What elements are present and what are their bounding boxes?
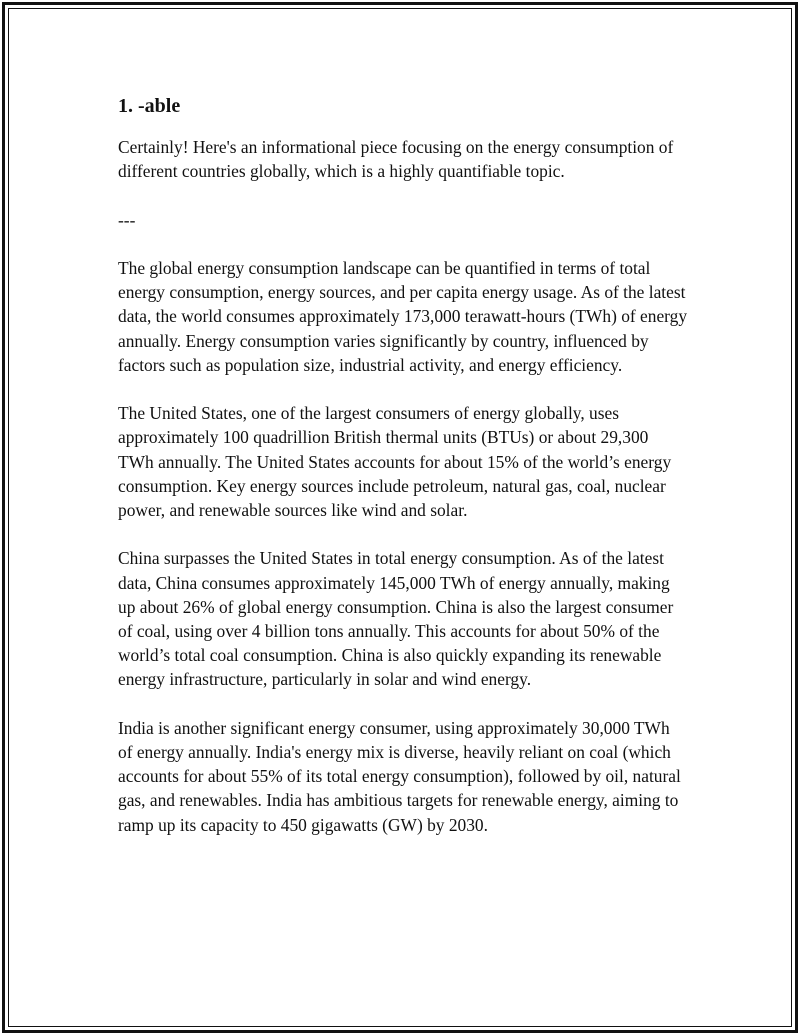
document-body — [118, 94, 692, 861]
china-paragraph: China surpasses the United States in total energy consumption. As of the latest data, China consumes approximately 145,000 TWh of energy annually, making up about 26% of global energy consumption. China is also the largest consumer of coal, using over 4 billion tons annually. This accounts for about 50% of the world’s total coal consumption. China is also quickly expanding its renewable energy infrastructure, particularly in solar and wind energy. — [118, 548, 678, 690]
intro-paragraph: Certainly! Here's an informational piece focusing on the energy consumption of different countries globally, which is a highly quantifiable topic. — [118, 137, 678, 182]
section-heading: 1. -able — [118, 95, 181, 117]
india-paragraph: India is another significant energy consumer, using approximately 30,000 TWh of energy annually. India's energy mix is diverse, heavily reliant on coal (which accounts for about 55% of its total energy consumption), followed by oil, natural gas, and renewables. India has ambitious targets for renewable energy, aiming to ramp up its capacity to 450 gigawatts (GW) by 2030. — [118, 717, 686, 835]
united-states-paragraph: The United States, one of the largest consumers of energy globally, uses approximately 100 quadrillion British thermal units (BTUs) or about 29,300 TWh annually. The United States accounts for about 15% of the world’s energy consumption. Key energy sources include petroleum, natural gas, coal, nuclear power, and renewable sources like wind and solar. — [118, 403, 676, 520]
global-consumption-paragraph: The global energy consumption landscape can be quantified in terms of total energy consumption, energy sources, and per capita energy usage. As of the latest data, the world consumes approximately 173,000 terawatt-hours (TWh) of energy annually. Energy consumption varies significantly by country, influenced by factors such as population size, industrial activity, and energy efficiency. — [118, 257, 692, 375]
separator-text: --- — [118, 209, 136, 230]
